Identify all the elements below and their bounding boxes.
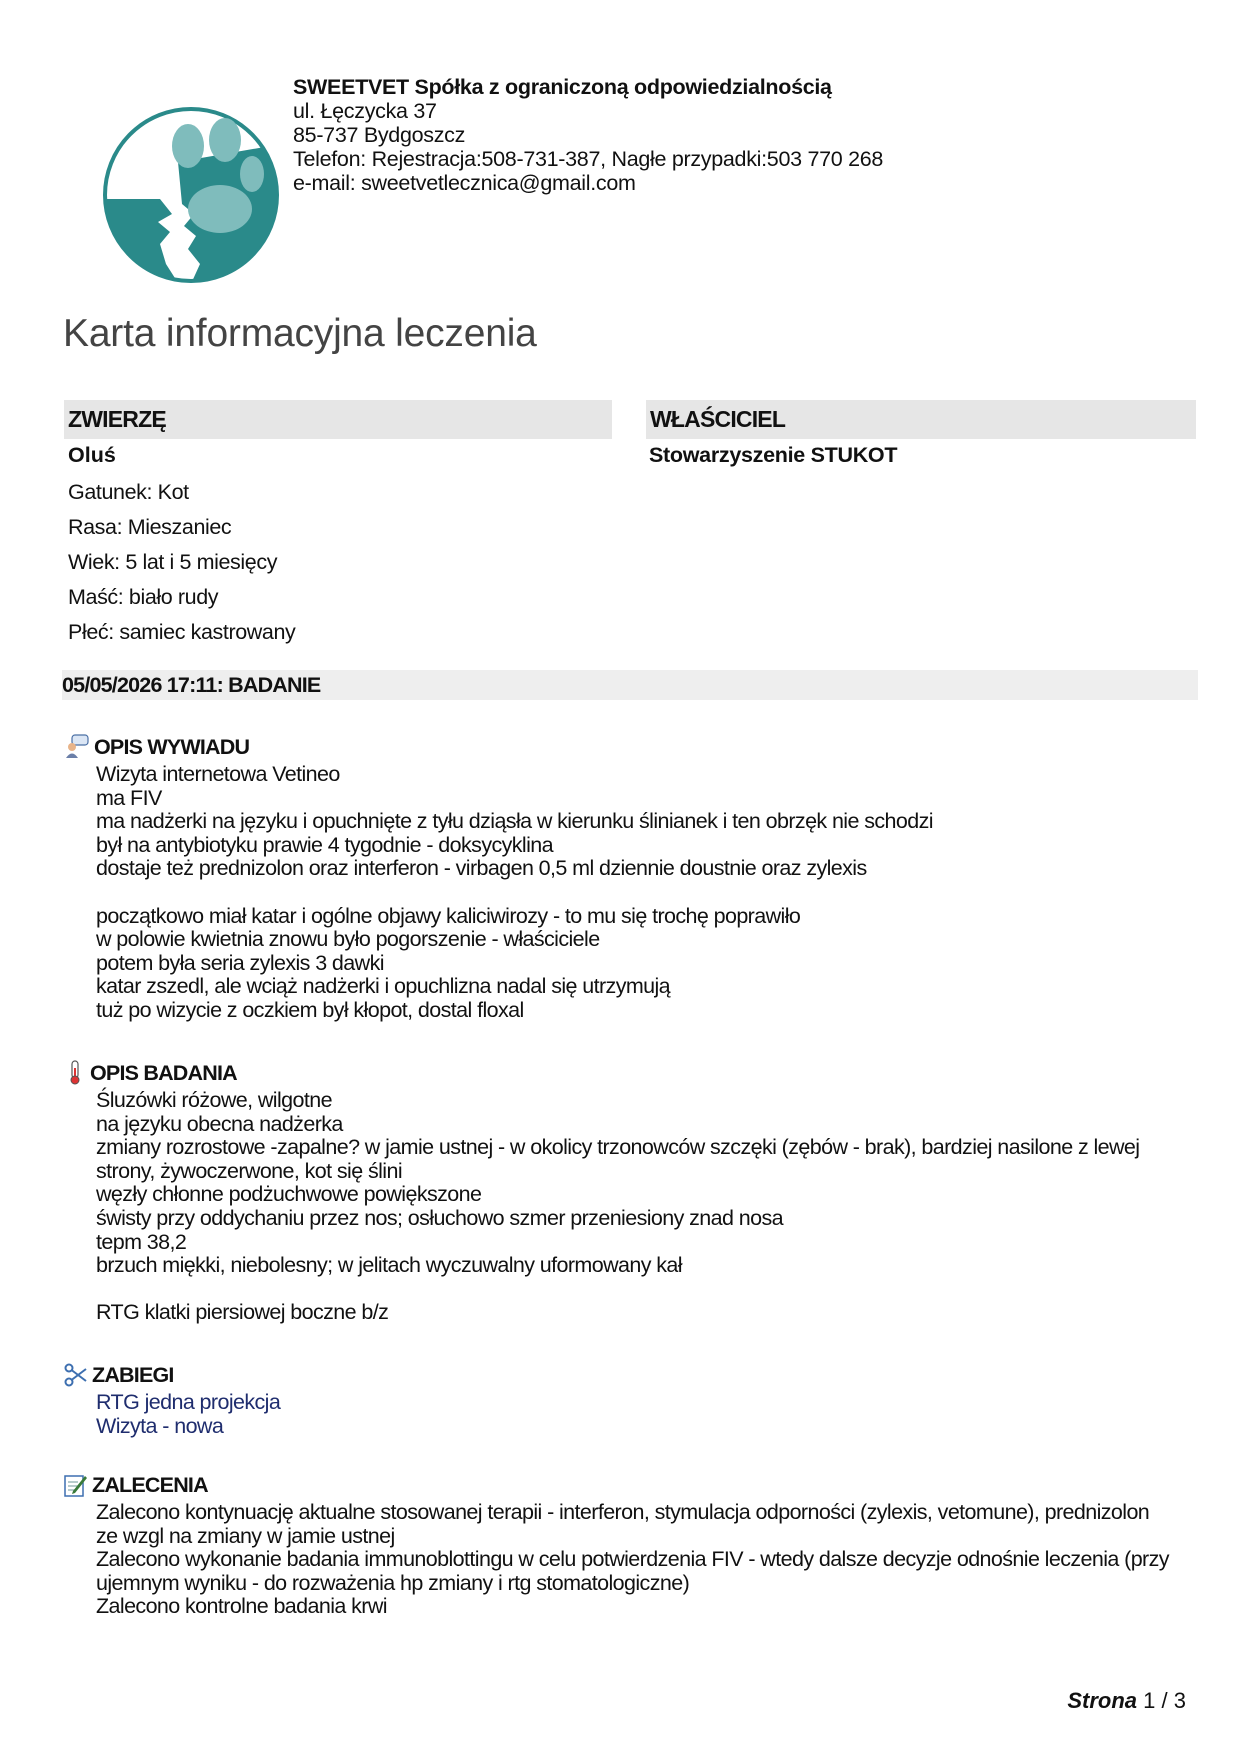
animal-sex: Płeć: samiec kastrowany: [68, 620, 296, 644]
clinic-logo: [100, 104, 282, 286]
recommendations-section: [64, 1472, 1176, 1619]
procedures-section: [64, 1362, 1176, 1438]
animal-heading: ZWIERZĘ: [64, 400, 612, 439]
animal-name: Oluś: [68, 443, 116, 467]
exam-text: Śluzówki różowe, wilgotne na języku obecna nadżerka zmiany rozrostowe -zapalne? w jamie ustnej - w okolicy trzonowców szczęki (zębów - brak), bardziej nasilone z lewej strony, żywoczerwone, kot się ślini węzły chłonne podżuchwowe powiększone świsty przy oddychaniu przez nos; osłuchowo szmer przeniesiony znad nosa tepm 38,2 brzuch miękki, niebolesny; w jelitach wyczuwalny uformowany kał RTG klatki piersiowej boczne b/z: [96, 1088, 1140, 1325]
recommendations-title: ZALECENIA: [92, 1472, 208, 1497]
recommendations-title-row: [64, 1472, 1176, 1498]
interview-title-row: [64, 734, 1176, 760]
owner-heading: WŁAŚCICIEL: [646, 400, 1196, 439]
procedures-list: [96, 1391, 1176, 1438]
interview-icon: [64, 734, 90, 760]
exam-title: OPIS BADANIA: [90, 1060, 237, 1085]
recommendations-text: Zalecono kontynuację aktualne stosowanej terapii - interferon, stymulacja odporności (zylexis, vetomune), prednizolon ze wzgl na zmiany w jamie ustnej Zalecono wykonanie badania immunoblottingu w celu potwierdzenia FIV - wtedy dalsze decyzje odnośnie leczenia (przy ujemnym wyniku - do rozważenia hp zmiany i rtg stomatologiczne) Zalecono kontrolne badania krwi: [96, 1500, 1169, 1619]
company-info: [293, 75, 883, 195]
company-name: SWEETVET Spółka z ograniczoną odpowiedzialnością: [293, 75, 832, 99]
company-phone: Telefon: Rejestracja:508-731-387, Nagłe przypadki:503 770 268: [293, 147, 884, 171]
interview-text: Wizyta internetowa Vetineo ma FIV ma nadżerki na języku i opuchnięte z tyłu dziąsła w kierunku ślinianek i ten obrzęk nie schodzi był na antybiotyku prawie 4 tygodnie - doksycyklina dostaje też prednizolon oraz interferon - virbagen 0,5 ml dziennie doustnie oraz zylexis początkowo miał katar i ogólne objawy kaliciwirozy - to mu się trochę poprawiło w polowie kwietnia znowu było pogorszenie - właściciele potem była seria zylexis 3 dawki katar zszedl, ale wciąż nadżerki i opuchlizna nadal się utrzymują tuż po wizycie z oczkiem był kłopot, dostal floxal: [96, 762, 933, 1022]
animal-color: Maść: biało rudy: [68, 585, 219, 609]
company-email: e-mail: sweetvetlecznica@gmail.com: [293, 171, 636, 195]
procedures-title-row: [64, 1362, 1176, 1388]
interview-title: OPIS WYWIADU: [94, 734, 250, 759]
exam-title-row: [64, 1060, 1176, 1086]
procedure-item: RTG jedna projekcja: [96, 1390, 281, 1414]
animal-breed: Rasa: Mieszaniec: [68, 515, 232, 539]
edit-note-icon: [64, 1473, 88, 1497]
visit-heading: 05/05/2026 17:11: BADANIE: [62, 670, 1198, 700]
procedure-item: Wizyta - nowa: [96, 1413, 224, 1438]
page-footer: [1067, 1688, 1186, 1714]
interview-section: [64, 734, 1176, 1023]
page-title: Karta informacyjna leczenia: [63, 312, 537, 355]
owner-name: Stowarzyszenie STUKOT: [649, 443, 898, 467]
page-number: 1: [1143, 1688, 1156, 1713]
exam-section: [64, 1060, 1176, 1325]
page-label: Strona: [1067, 1688, 1138, 1713]
animal-species: Gatunek: Kot: [68, 480, 189, 504]
scissors-icon: [64, 1363, 88, 1387]
animal-age: Wiek: 5 lat i 5 miesięcy: [68, 550, 278, 574]
page-total: / 3: [1161, 1688, 1186, 1713]
procedures-title: ZABIEGI: [92, 1362, 174, 1387]
company-city: 85-737 Bydgoszcz: [293, 123, 466, 147]
company-street: ul. Łęczycka 37: [293, 99, 437, 123]
thermometer-icon: [64, 1060, 86, 1086]
